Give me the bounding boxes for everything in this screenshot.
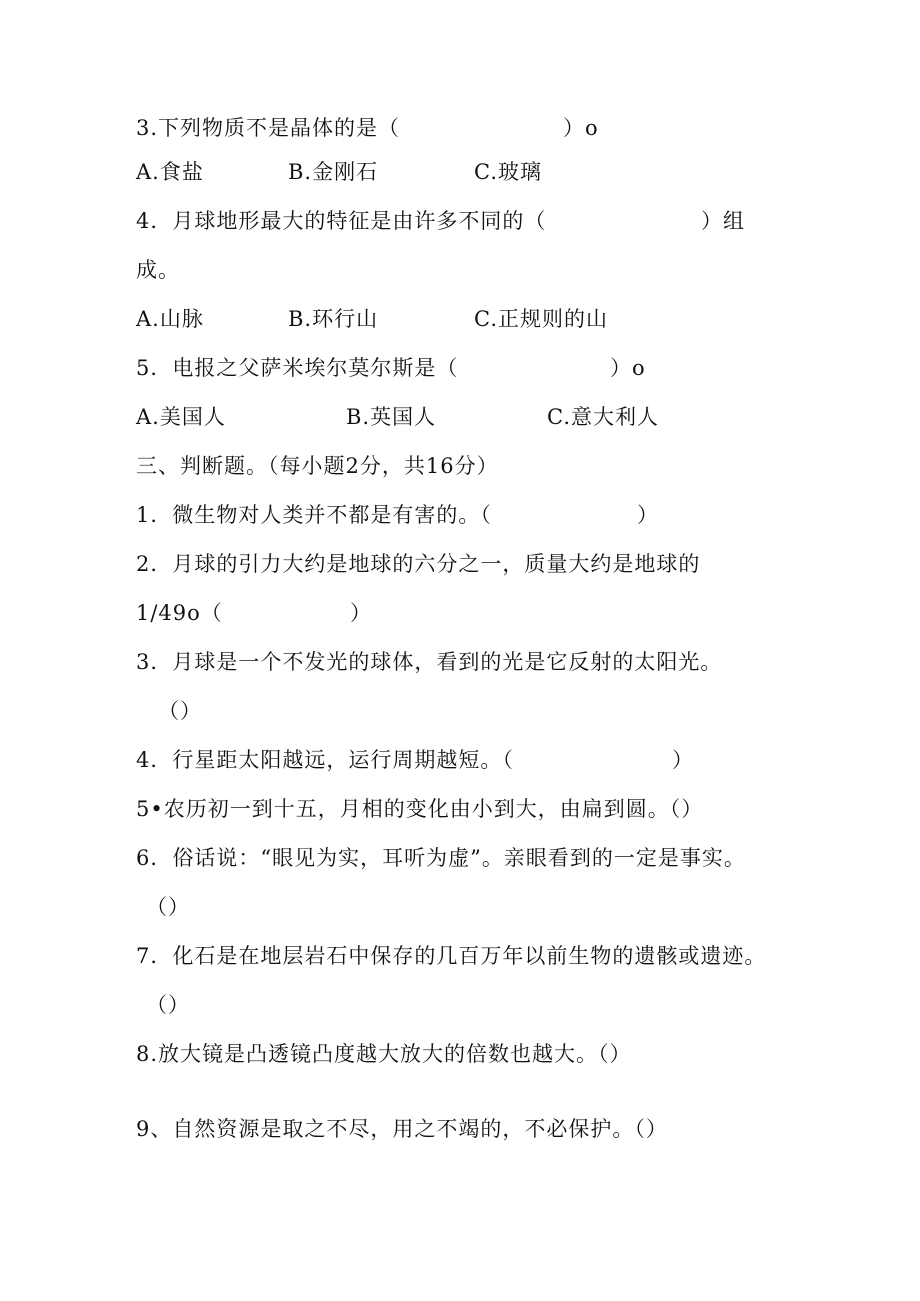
choice-q3-close: ）o xyxy=(563,116,599,140)
judge-q1-close: ） xyxy=(637,503,659,527)
choice-q4-option-c: C.正规则的山 xyxy=(474,307,608,331)
judge-q2-close: ） xyxy=(350,601,372,625)
judge-q6-continuation: （） xyxy=(146,895,190,919)
choice-q5-option-c: C.意大利人 xyxy=(547,405,659,429)
judge-section-title: 三、判断题。（每小题2分，共16分） xyxy=(136,454,499,478)
choice-q5-close: ）o xyxy=(610,356,646,380)
choice-q4-option-b: B.环行山 xyxy=(288,307,379,331)
judge-q3-stem: 3．月球是一个不发光的球体，看到的光是它反射的太阳光。 xyxy=(136,650,723,674)
judge-q3-continuation: （） xyxy=(158,699,202,723)
judge-q9-stem: 9、自然资源是取之不尽，用之不竭的，不必保护。（） xyxy=(136,1117,668,1141)
choice-q5-option-a: A.美国人 xyxy=(136,405,226,429)
choice-q3-option-c: C.玻璃 xyxy=(474,160,542,184)
choice-q3-stem: 3.下列物质不是晶体的是（ xyxy=(136,116,401,140)
judge-q2-continuation: 1/49o（ xyxy=(136,601,223,625)
choice-q3-option-a: A.食盐 xyxy=(136,160,204,184)
judge-q4-stem: 4．行星距太阳越远，运行周期越短。（ xyxy=(136,748,514,772)
judge-q7-continuation: （） xyxy=(146,993,190,1017)
judge-q4-close: ） xyxy=(672,748,694,772)
choice-q4-option-a: A.山脉 xyxy=(136,307,204,331)
choice-q5-stem: 5．电报之父萨米埃尔莫尔斯是（ xyxy=(136,356,459,380)
judge-q2-stem: 2．月球的引力大约是地球的六分之一，质量大约是地球的 xyxy=(136,552,701,576)
judge-q5-stem: 5•农历初一到十五，月相的变化由小到大，由扁到圆。（） xyxy=(136,797,704,821)
choice-q5-option-b: B.英国人 xyxy=(346,405,437,429)
choice-q3-option-b: B.金刚石 xyxy=(288,160,379,184)
choice-q4-stem: 4．月球地形最大的特征是由许多不同的（ xyxy=(136,209,547,233)
judge-q1-stem: 1．微生物对人类并不都是有害的。（ xyxy=(136,503,492,527)
judge-q7-stem: 7．化石是在地层岩石中保存的几百万年以前生物的遗骸或遗迹。 xyxy=(136,944,767,968)
judge-q6-stem: 6．俗话说：“眼见为实，耳听为虚”。亲眼看到的一定是事实。 xyxy=(136,846,746,870)
judge-q8-stem: 8.放大镜是凸透镜凸度越大放大的倍数也越大。（） xyxy=(136,1042,632,1066)
choice-q4-close: ）组 xyxy=(701,209,745,233)
choice-q4-continuation: 成。 xyxy=(136,258,180,282)
